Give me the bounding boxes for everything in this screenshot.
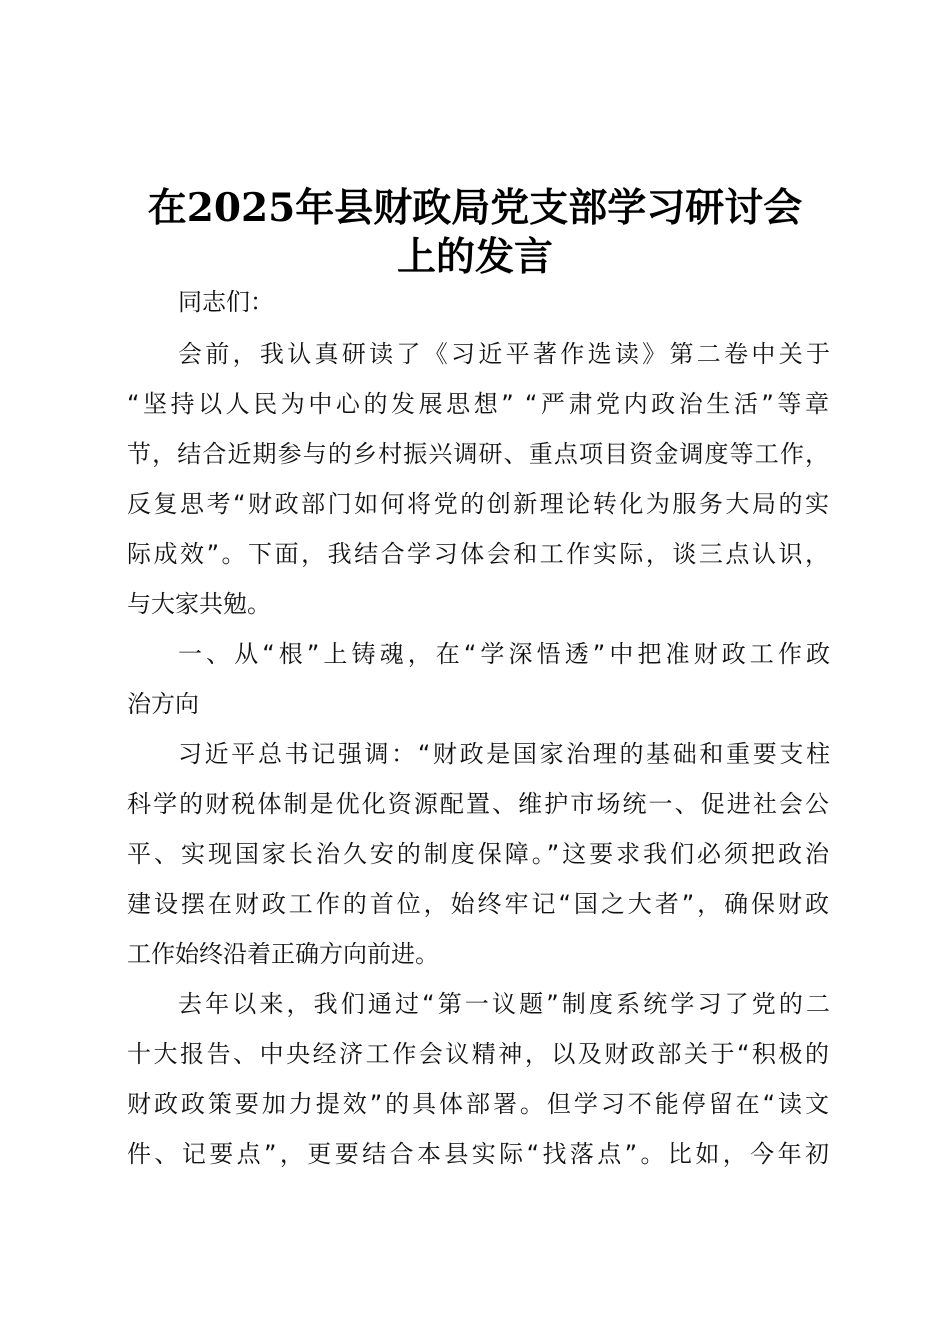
paragraph-2-line-2: 科学的财税体制是优化资源配置、维护市场统一、促进社会公 — [127, 790, 829, 818]
paragraph-2-line-5: 工作始终沿着正确方向前进。 — [127, 940, 439, 968]
document-title-line-2: 上的发言 — [396, 234, 553, 280]
section-heading-1-line-1: 一、从“根”上铸魂，在“学深悟透”中把准财政工作政 — [178, 640, 830, 668]
paragraph-1-line-1: 会前，我认真研读了《习近平著作选读》第二卷中关于 — [178, 340, 830, 368]
document-title-line-1: 在2025年县财政局党支部学习研讨会 — [147, 185, 803, 231]
paragraph-1-line-4: 反复思考“财政部门如何将党的创新理论转化为服务大局的实 — [127, 490, 829, 518]
paragraph-1-line-2: “坚持以人民为中心的发展思想” “严肃党内政治生活”等章 — [127, 390, 829, 418]
paragraph-2-line-4: 建设摆在财政工作的首位，始终牢记“国之大者”，确保财政 — [127, 890, 829, 918]
paragraph-1-line-3: 节，结合近期参与的乡村振兴调研、重点项目资金调度等工作， — [127, 440, 829, 468]
paragraph-2-line-3: 平、实现国家长治久安的制度保障。”这要求我们必须把政治 — [127, 840, 829, 868]
paragraph-3-line-2: 十大报告、中央经济工作会议精神，以及财政部关于“积极的 — [127, 1040, 829, 1068]
paragraph-3-line-4: 件、记要点”，更要结合本县实际“找落点”。比如，今年初 — [127, 1140, 829, 1168]
paragraph-3-line-1: 去年以来，我们通过“第一议题”制度系统学习了党的二 — [178, 990, 830, 1018]
greeting: 同志们： — [178, 288, 274, 316]
section-heading-1-line-2: 治方向 — [127, 690, 199, 718]
paragraph-1-line-5: 际成效”。下面，我结合学习体会和工作实际，谈三点认识， — [127, 540, 829, 568]
paragraph-3-line-3: 财政政策要加力提效”的具体部署。但学习不能停留在“读文 — [127, 1090, 829, 1118]
paragraph-2-line-1: 习近平总书记强调：“财政是国家治理的基础和重要支柱 — [178, 740, 830, 768]
paragraph-1-line-6: 与大家共勉。 — [127, 590, 271, 618]
